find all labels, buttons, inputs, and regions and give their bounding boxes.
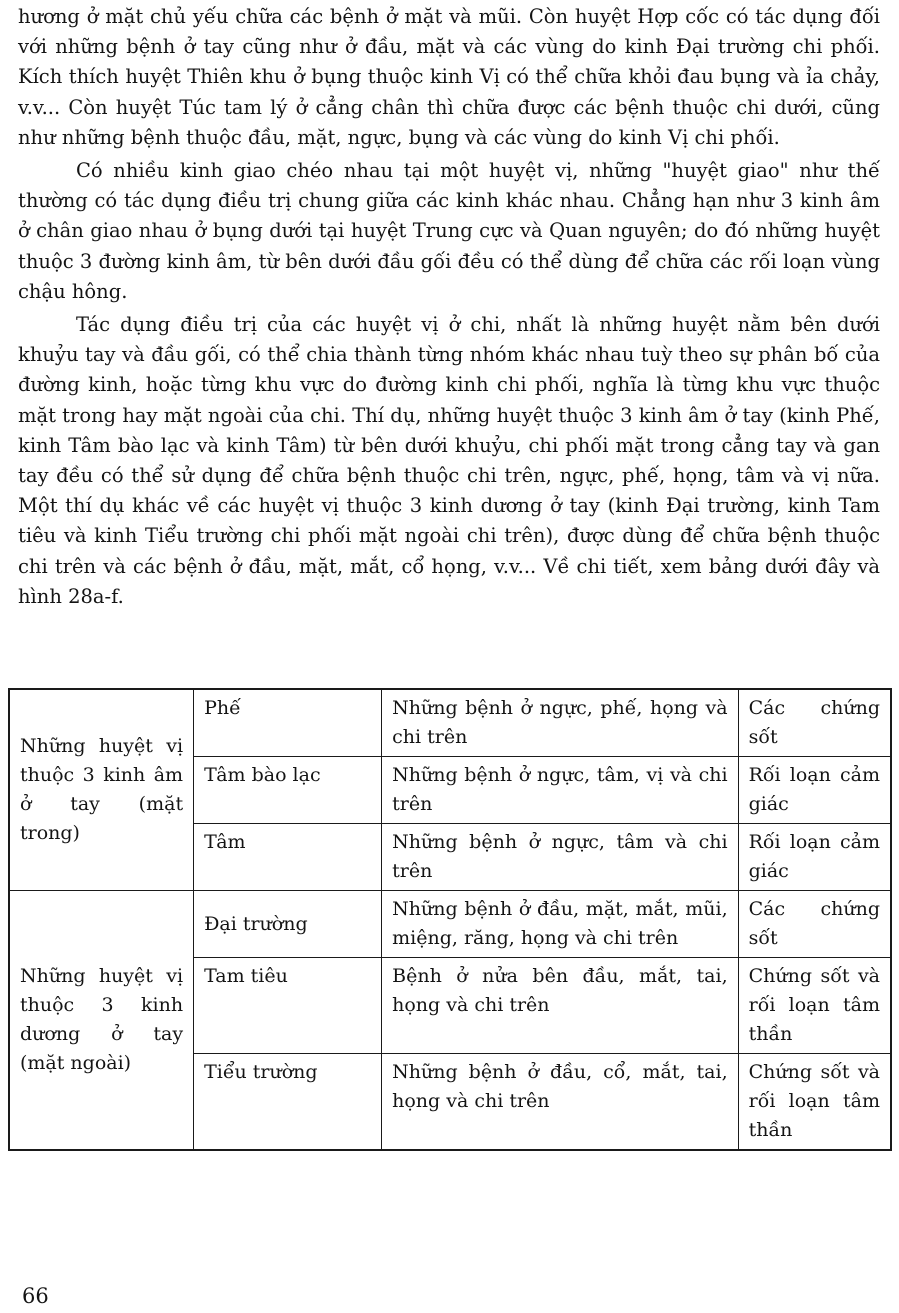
meridian-name: Đại trường bbox=[194, 891, 382, 958]
meridian-name: Tam tiêu bbox=[194, 958, 382, 1054]
symptom-cell: Chứng sốt và rối loạn tâm thần bbox=[738, 958, 891, 1054]
table-row bbox=[9, 891, 891, 958]
paragraph-3: Tác dụng điều trị của các huyệt vị ở chi, nhất là những huyệt nằm bên dưới khuỷu tay và đầu gối, có thể chia thành từng nhóm khác nhau tuỳ theo sự phân bố của đường kinh, hoặc từng khu vực do đường kinh chi phối, nghĩa là từng khu vực thuộc mặt trong hay mặt ngoài của chi. Thí dụ, những huyệt thuộc 3 kinh âm ở tay (kinh Phế, kinh Tâm bào lạc và kinh Tâm) từ bên dưới khuỷu, chi phối mặt trong cẳng tay và gan tay đều có thể sử dụng để chữa bệnh thuộc chi trên, ngực, phế, họng, tâm và vị nữa. Một thí dụ khác về các huyệt vị thuộc 3 kinh dương ở tay (kinh Đại trường, kinh Tam tiêu và kinh Tiểu trường chi phối mặt ngoài chi trên), được dùng để chữa bệnh thuộc chi trên và các bệnh ở đầu, mặt, mắt, cổ họng, v.v... Về chi tiết, xem bảng dưới đây và hình 28a-f. bbox=[18, 313, 880, 608]
disease-cell: Bệnh ở nửa bên đầu, mắt, tai, họng và chi trên bbox=[382, 958, 738, 1054]
symptom-cell: Các chứng sốt bbox=[738, 891, 891, 958]
meridian-name: Phế bbox=[194, 689, 382, 757]
paragraph-2: Có nhiều kinh giao chéo nhau tại một huyệt vị, những "huyệt giao" như thế thường có tác dụng điều trị chung giữa các kinh khác nhau. Chẳng hạn như 3 kinh âm ở chân giao nhau ở bụng dưới tại huyệt Trung cực và Quan nguyên; do đó những huyệt thuộc 3 đường kinh âm, từ bên dưới đầu gối đều có thể dùng để chữa các rối loạn vùng chậu hông. bbox=[18, 159, 880, 303]
disease-cell: Những bệnh ở đầu, cổ, mắt, tai, họng và chi trên bbox=[382, 1054, 738, 1151]
disease-cell: Những bệnh ở ngực, tâm, vị và chi trên bbox=[382, 757, 738, 824]
meridian-table bbox=[8, 688, 892, 1151]
paragraph-1: hương ở mặt chủ yếu chữa các bệnh ở mặt và mũi. Còn huyệt Hợp cốc có tác dụng đối với những bệnh ở tay cũng như ở đầu, mặt và các vùng do kinh Đại trường chi phối. Kích thích huyệt Thiên khu ở bụng thuộc kinh Vị có thể chữa khỏi đau bụng và ỉa chảy, v.v... Còn huyệt Túc tam lý ở cẳng chân thì chữa được các bệnh thuộc chi dưới, cũng như những bệnh thuộc đầu, mặt, ngực, bụng và các vùng do kinh Vị chi phối. bbox=[18, 5, 880, 149]
symptom-cell: Các chứng sốt bbox=[738, 689, 891, 757]
meridian-name: Tâm bào lạc bbox=[194, 757, 382, 824]
meridian-name: Tâm bbox=[194, 824, 382, 891]
disease-cell: Những bệnh ở ngực, phế, họng và chi trên bbox=[382, 689, 738, 757]
group-label-yin: Những huyệt vị thuộc 3 kinh âm ở tay (mặt trong) bbox=[9, 689, 194, 891]
page-body bbox=[18, 2, 880, 612]
symptom-cell: Chứng sốt và rối loạn tâm thần bbox=[738, 1054, 891, 1151]
symptom-cell: Rối loạn cảm giác bbox=[738, 824, 891, 891]
disease-cell: Những bệnh ở ngực, tâm và chi trên bbox=[382, 824, 738, 891]
disease-cell: Những bệnh ở đầu, mặt, mắt, mũi, miệng, răng, họng và chi trên bbox=[382, 891, 738, 958]
table-row bbox=[9, 689, 891, 757]
group-label-yang: Những huyệt vị thuộc 3 kinh dương ở tay (mặt ngoài) bbox=[9, 891, 194, 1151]
page-number: 66 bbox=[22, 1284, 49, 1308]
acupoint-table bbox=[8, 688, 892, 1151]
meridian-name: Tiểu trường bbox=[194, 1054, 382, 1151]
symptom-cell: Rối loạn cảm giác bbox=[738, 757, 891, 824]
